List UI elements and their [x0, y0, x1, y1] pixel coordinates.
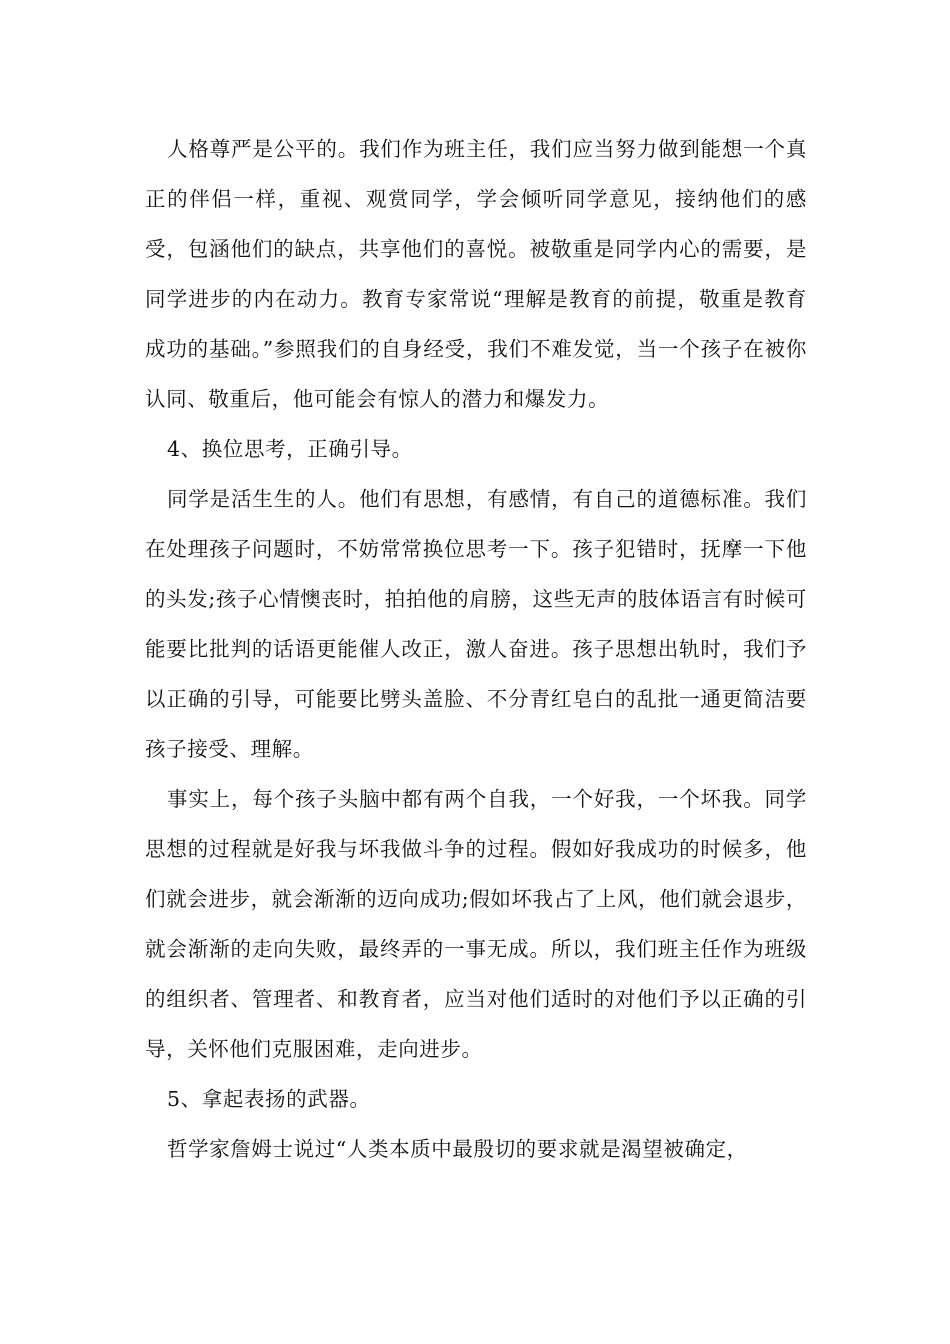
document-page: [145, 124, 807, 1174]
paragraph-praise: 哲学家詹姆士说过“人类本质中最殷切的要求就是渴望被确定，: [167, 1137, 748, 1161]
section-heading-5: 5、拿起表扬的武器。: [167, 1087, 371, 1111]
section-heading-4: 4、换位思考，正确引导。: [167, 437, 413, 461]
paragraph-dignity: 人格尊严是公平的。我们作为班主任，我们应当努力做到能想一个真正的伴侣一样，重视、观赏同学，学会倾听同学意见，接纳他们的感受，包涵他们的缺点，共享他们的喜悦。被敬重是同学内心的需要，是同学进步的内在动力。教育专家常说“理解是教育的前提，敬重是教育成功的基础。”参照我们的自身经受，我们不难发觉，当一个孩子在被你认同、敬重后，他可能会有惊人的潜力和爆发力。: [145, 137, 807, 411]
paragraph-two-selves: 事实上，每个孩子头脑中都有两个自我，一个好我，一个坏我。同学思想的过程就是好我与坏我做斗争的过程。假如好我成功的时候多，他们就会进步，就会渐渐的迈向成功;假如坏我占了上风，他们就会退步，就会渐渐的走向失败，最终弄的一事无成。所以，我们班主任作为班级的组织者、管理者、和教育者，应当对他们适时的对他们予以正确的引导，关怀他们克服困难，走向进步。: [145, 787, 807, 1061]
paragraph-perspective: 同学是活生生的人。他们有思想，有感情，有自己的道德标准。我们在处理孩子问题时，不妨常常换位思考一下。孩子犯错时，抚摩一下他的头发;孩子心情懊丧时，拍拍他的肩膀，这些无声的肢体语言有时候可能要比批判的话语更能催人改正，激人奋进。孩子思想出轨时，我们予以正确的引导，可能要比劈头盖脸、不分青红皂白的乱批一通更简洁要孩子接受、理解。: [145, 487, 807, 761]
